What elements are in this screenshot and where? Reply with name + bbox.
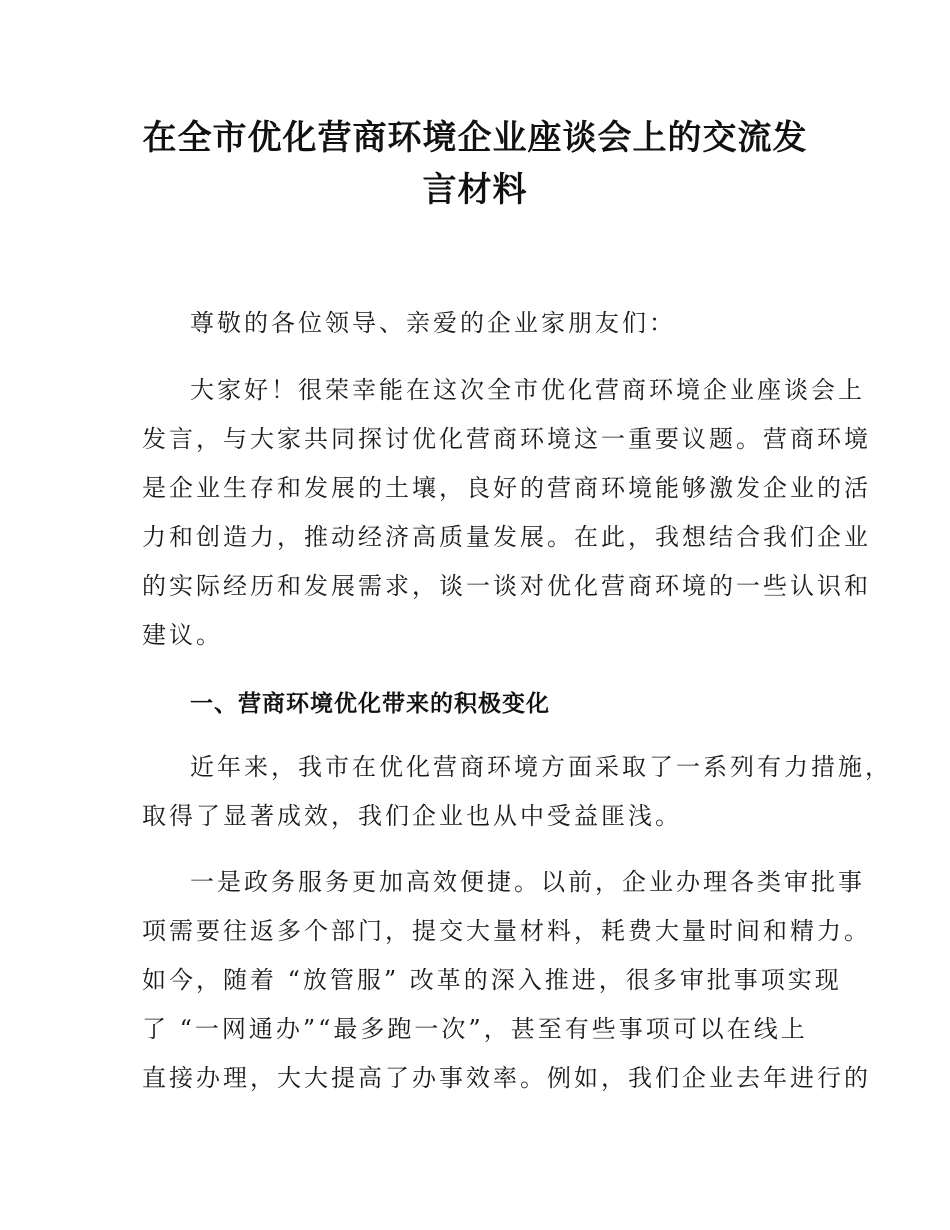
section-heading-1: 一、营商环境优化带来的积极变化 xyxy=(190,691,550,717)
paragraph-line: 发言，与大家共同探讨优化营商环境这一重要议题。营商环境 xyxy=(142,425,871,453)
title-line-2: 言材料 xyxy=(422,170,528,210)
paragraph-line: 直接办理，大大提高了办事效率。例如，我们企业去年进行的 xyxy=(142,1064,871,1092)
title-line-1: 在全市优化营商环境企业座谈会上的交流发 xyxy=(142,118,808,158)
document-title xyxy=(120,112,830,216)
paragraph-line: 近年来，我市在优化营商环境方面采取了一系列有力措施， xyxy=(190,753,892,781)
paragraph-line: 如今，随着 “放管服” 改革的深入推进，很多审批事项实现 xyxy=(142,966,842,994)
salutation-line: 尊敬的各位领导、亲爱的企业家朋友们： xyxy=(190,309,676,337)
paragraph-line: 力和创造力，推动经济高质量发展。在此，我想结合我们企业 xyxy=(142,523,871,551)
paragraph-intro xyxy=(142,366,871,660)
paragraph-line: 的实际经历和发展需求，谈一谈对优化营商环境的一些认识和 xyxy=(142,572,871,600)
paragraph-line: 建议。 xyxy=(142,621,223,649)
paragraph-line: 项需要往返多个部门，提交大量材料，耗费大量时间和精力。 xyxy=(142,917,871,945)
paragraph-line: 大家好！很荣幸能在这次全市优化营商环境企业座谈会上 xyxy=(190,376,865,404)
paragraph-changes xyxy=(142,743,892,841)
paragraph-line: 一是政务服务更加高效便捷。以前，企业办理各类审批事 xyxy=(190,868,865,896)
paragraph-line: 是企业生存和发展的土壤，良好的营商环境能够激发企业的活 xyxy=(142,474,871,502)
paragraph-line: 取得了显著成效，我们企业也从中受益匪浅。 xyxy=(142,802,682,830)
paragraph-government-service xyxy=(142,858,871,1103)
paragraph-line: 了 “一网通办”“最多跑一次”，甚至有些事项可以在线上 xyxy=(142,1015,808,1043)
salutation xyxy=(142,299,822,348)
